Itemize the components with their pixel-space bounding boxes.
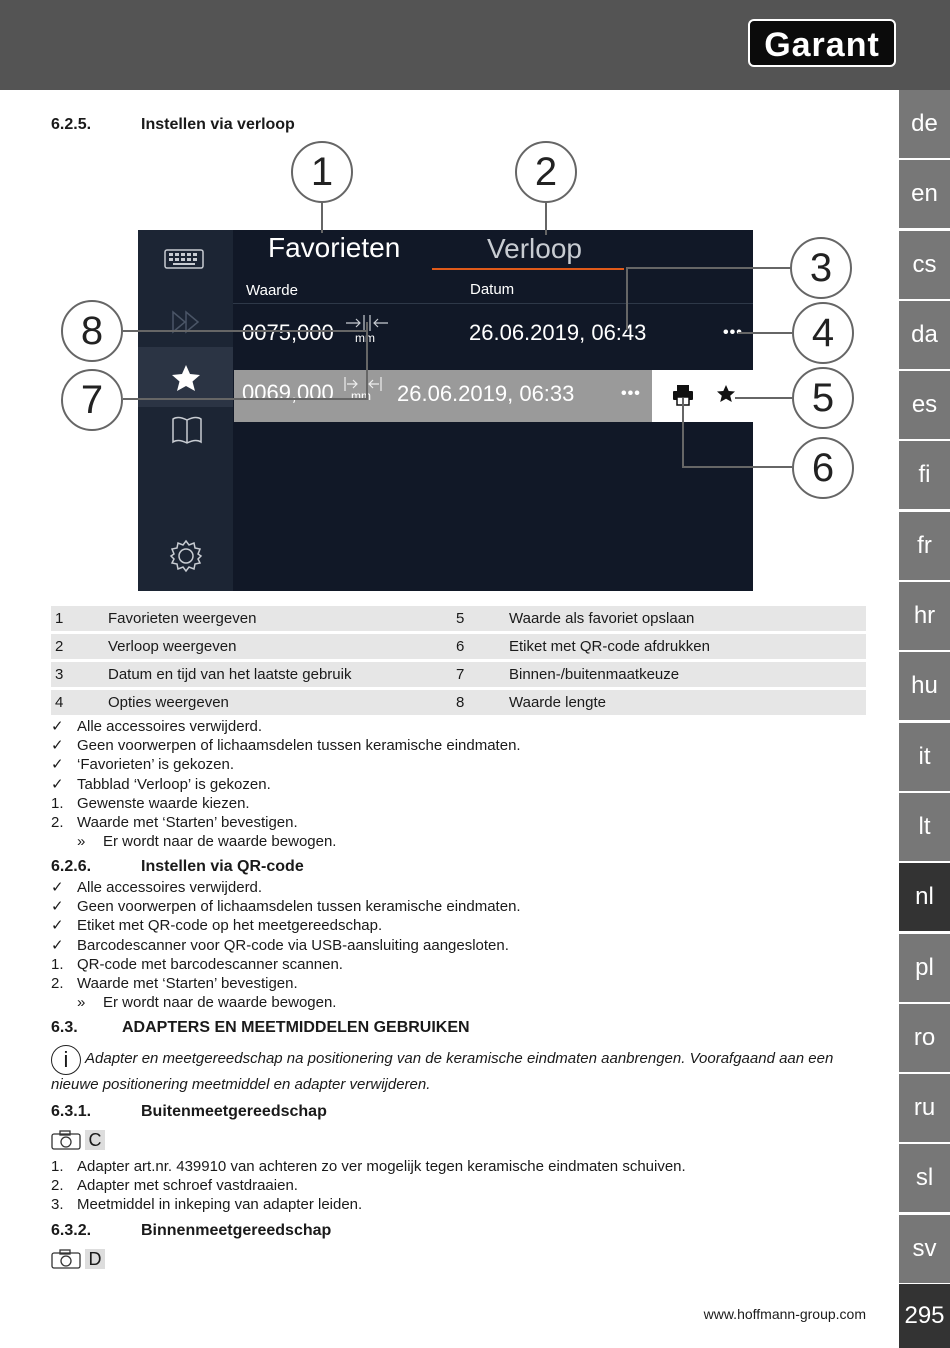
section-number: 6.3.	[51, 1019, 78, 1036]
section-title: Binnenmeetgereedschap	[141, 1222, 332, 1239]
list-marker: 1.	[51, 794, 64, 812]
list-item-text: Gewenste waarde kiezen.	[77, 794, 250, 812]
footer-url[interactable]: www.hoffmann-group.com	[703, 1306, 866, 1322]
legend-number: 4	[51, 690, 104, 715]
list-item-text: Meetmiddel in inkeping van adapter leiden.	[77, 1196, 363, 1214]
legend-row	[51, 606, 866, 631]
list-item-text: Er wordt naar de waarde bewogen.	[103, 833, 337, 851]
legend-text: Etiket met QR-code afdrukken	[505, 634, 866, 659]
list-item-text: Geen voorwerpen of lichaamsdelen tussen keramische eindmaten.	[77, 737, 521, 755]
callout-6: 6	[792, 437, 854, 499]
legend-text: Favorieten weergeven	[104, 606, 452, 631]
list-item-text: Alle accessoires verwijderd.	[77, 879, 263, 896]
language-tab-lt[interactable]: lt	[899, 793, 950, 861]
legend-row	[51, 634, 866, 659]
column-header-date: Datum	[470, 281, 515, 298]
language-tab-hu[interactable]: hu	[899, 652, 950, 720]
checkmark-icon: ✓	[51, 879, 64, 896]
list-item-text: Adapter art.nr. 439910 van achteren zo ver mogelijk tegen keramische eindmaten schuiven.	[77, 1158, 686, 1175]
callout-2: 2	[515, 141, 577, 203]
row2-more-button[interactable]: •••	[621, 385, 641, 402]
section-title: ADAPTERS EN MEETMIDDELEN GEBRUIKEN	[122, 1019, 470, 1036]
language-tab-cs[interactable]: cs	[899, 231, 950, 299]
info-text: Adapter en meetgereedschap na positionering van de keramische eindmaten aanbrengen. Voorafgaand aan een nieuwe positionering meetmiddel en adapter verwijderen.	[51, 1050, 834, 1093]
list-item-text: Waarde met ‘Starten’ bevestigen.	[77, 974, 298, 992]
page-number: 295	[899, 1284, 950, 1348]
row1-unit: mm	[355, 331, 375, 345]
garant-logo: Garant	[748, 19, 896, 67]
list-item-text: Etiket met QR-code op het meetgereedschap.	[77, 917, 383, 935]
list-marker: »	[77, 833, 86, 851]
row2-value[interactable]: 0069,000	[242, 380, 334, 405]
language-tab-de[interactable]: de	[899, 90, 950, 158]
language-tab-ru[interactable]: ru	[899, 1074, 950, 1142]
list-item-text: Er wordt naar de waarde bewogen.	[103, 994, 337, 1012]
legend-text: Binnen-/buitenmaatkeuze	[505, 662, 866, 687]
section-title: Instellen via verloop	[141, 116, 295, 133]
legend-text: Datum en tijd van het laatste gebruik	[104, 662, 452, 687]
list-item-text: Waarde met ‘Starten’ bevestigen.	[77, 813, 298, 831]
legend-table	[51, 603, 866, 718]
legend-number: 5	[452, 606, 505, 631]
list-item-text: QR-code met barcodescanner scannen.	[77, 955, 343, 973]
list-item-text: Alle accessoires verwijderd.	[77, 718, 263, 735]
language-tab-es[interactable]: es	[899, 371, 950, 439]
legend-text: Waarde lengte	[505, 690, 866, 715]
legend-number: 8	[452, 690, 505, 715]
legend-row	[51, 690, 866, 715]
info-note	[51, 1045, 861, 1094]
checkmark-icon: ✓	[51, 898, 64, 916]
language-tab-da[interactable]: da	[899, 301, 950, 369]
row1-value[interactable]: 0075,000	[242, 320, 334, 345]
language-tab-en[interactable]: en	[899, 160, 950, 228]
language-tab-it[interactable]: it	[899, 723, 950, 791]
callout-8: 8	[61, 300, 123, 362]
tab-history[interactable]: Verloop	[487, 233, 582, 264]
list-marker: 2.	[51, 813, 64, 831]
section-number: 6.3.2.	[51, 1222, 92, 1239]
checkmark-icon: ✓	[51, 756, 64, 774]
legend-text: Waarde als favoriet opslaan	[505, 606, 866, 631]
callout-4: 4	[792, 302, 854, 364]
section-number: 6.3.1.	[51, 1103, 92, 1120]
row1-more-button[interactable]: •••	[723, 324, 743, 341]
checkmark-icon: ✓	[51, 775, 64, 793]
callout-7: 7	[61, 369, 123, 431]
language-tab-hr[interactable]: hr	[899, 582, 950, 650]
language-tab-nl[interactable]: nl	[899, 863, 950, 931]
callout-1: 1	[291, 141, 353, 203]
language-tab-ro[interactable]: ro	[899, 1004, 950, 1072]
language-tab-sv[interactable]: sv	[899, 1215, 950, 1283]
row2-date: 26.06.2019, 06:33	[397, 381, 575, 406]
row1-date: 26.06.2019, 06:43	[469, 320, 647, 345]
language-tab-sl[interactable]: sl	[899, 1144, 950, 1212]
language-tab-fr[interactable]: fr	[899, 512, 950, 580]
list-item-text: Barcodescanner voor QR-code via USB-aansluiting aangesloten.	[77, 936, 509, 954]
callout-3: 3	[790, 237, 852, 299]
camera-icon	[51, 1249, 81, 1269]
legend-row	[51, 662, 866, 687]
callout-5: 5	[792, 367, 854, 429]
legend-number: 1	[51, 606, 104, 631]
legend-number: 3	[51, 662, 104, 687]
list-marker: 1.	[51, 1158, 64, 1175]
list-item-text: Geen voorwerpen of lichaamsdelen tussen keramische eindmaten.	[77, 898, 521, 916]
info-icon: i	[51, 1045, 81, 1075]
list-marker: 1.	[51, 955, 64, 973]
legend-text: Verloop weergeven	[104, 634, 452, 659]
camera-icon	[51, 1130, 81, 1150]
list-marker: »	[77, 994, 86, 1012]
figure-letter: D	[85, 1249, 105, 1269]
legend-number: 7	[452, 662, 505, 687]
checkmark-icon: ✓	[51, 936, 64, 954]
column-header-value: Waarde	[246, 282, 298, 299]
row2-unit: mm	[351, 389, 371, 403]
list-marker: 2.	[51, 1177, 64, 1195]
section-title: Buitenmeetgereedschap	[141, 1103, 327, 1120]
list-item-text: Tabblad ‘Verloop’ is gekozen.	[77, 775, 271, 793]
list-item-text: ‘Favorieten’ is gekozen.	[77, 756, 235, 774]
list-marker: 2.	[51, 974, 64, 992]
list-marker: 3.	[51, 1196, 64, 1214]
figure-letter: C	[85, 1130, 105, 1150]
section-number: 6.2.5.	[51, 116, 92, 133]
section-number: 6.2.6.	[51, 858, 92, 875]
checkmark-icon: ✓	[51, 917, 64, 935]
language-tab-pl[interactable]: pl	[899, 934, 950, 1002]
checkmark-icon: ✓	[51, 718, 64, 735]
list-item-text: Adapter met schroef vastdraaien.	[77, 1177, 298, 1195]
checkmark-icon: ✓	[51, 737, 64, 755]
tab-favorites[interactable]: Favorieten	[268, 232, 401, 263]
language-tab-fi[interactable]: fi	[899, 441, 950, 509]
legend-number: 2	[51, 634, 104, 659]
section-title: Instellen via QR-code	[141, 858, 304, 875]
legend-number: 6	[452, 634, 505, 659]
legend-text: Opties weergeven	[104, 690, 452, 715]
